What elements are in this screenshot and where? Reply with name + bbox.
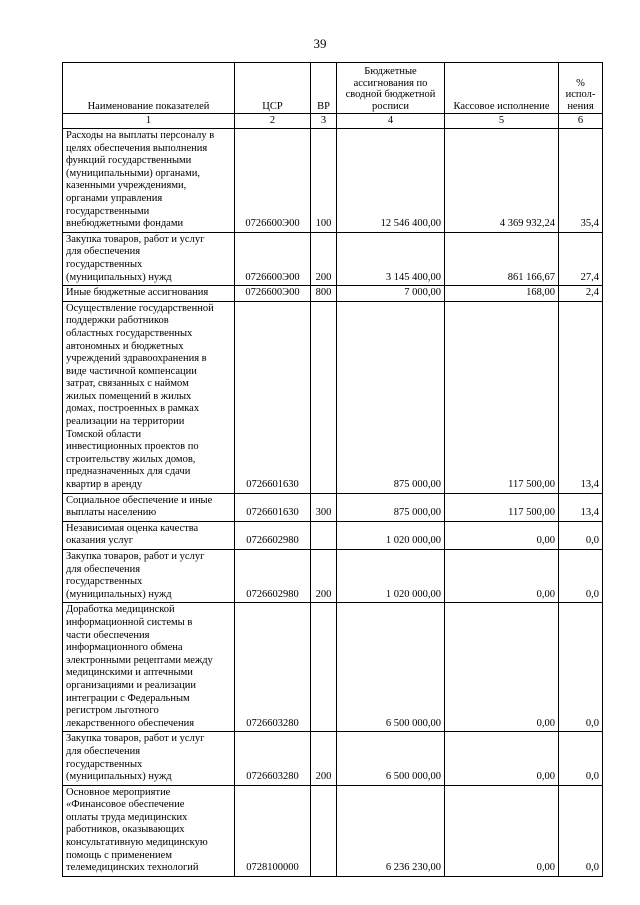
row-execution-percent: 35,4	[559, 129, 603, 233]
row-csr-code: 0726602980	[235, 550, 311, 603]
table-row	[63, 493, 603, 521]
row-cash-execution: 117 500,00	[445, 301, 559, 493]
row-indicator-name: Независимая оценка качества оказания услуг	[63, 521, 235, 549]
row-vr-code: 100	[311, 129, 337, 233]
header-budget-allocations: Бюджетные ассигнования по сводной бюджетной росписи	[337, 63, 445, 114]
table-header-row	[63, 63, 603, 114]
row-csr-code: 0726600Э00	[235, 232, 311, 285]
row-indicator-name: Закупка товаров, работ и услуг для обеспечения государственных (муниципальных) нужд	[63, 550, 235, 603]
row-execution-percent: 27,4	[559, 232, 603, 285]
row-cash-execution: 117 500,00	[445, 493, 559, 521]
row-vr-code	[311, 785, 337, 876]
row-csr-code: 0726603280	[235, 603, 311, 732]
row-execution-percent: 0,0	[559, 550, 603, 603]
table-row	[63, 286, 603, 302]
row-cash-execution: 168,00	[445, 286, 559, 302]
row-budget-allocation: 7 000,00	[337, 286, 445, 302]
row-vr-code	[311, 603, 337, 732]
row-indicator-name: Основное мероприятие «Финансовое обеспечение оплаты труда медицинских работников, оказывающих консультативную медицинскую помощь с применением телемедицинских технологий	[63, 785, 235, 876]
row-budget-allocation: 12 546 400,00	[337, 129, 445, 233]
table-row	[63, 732, 603, 785]
row-budget-allocation: 3 145 400,00	[337, 232, 445, 285]
row-csr-code: 0726602980	[235, 521, 311, 549]
column-number: 1	[63, 114, 235, 129]
table-row	[63, 785, 603, 876]
row-execution-percent: 0,0	[559, 521, 603, 549]
row-execution-percent: 0,0	[559, 785, 603, 876]
column-number: 4	[337, 114, 445, 129]
column-number: 5	[445, 114, 559, 129]
row-vr-code: 800	[311, 286, 337, 302]
header-execution-percent: % испол-нения	[559, 63, 603, 114]
header-csr: ЦСР	[235, 63, 311, 114]
row-vr-code	[311, 521, 337, 549]
column-number: 3	[311, 114, 337, 129]
column-number: 6	[559, 114, 603, 129]
row-csr-code: 0726601630	[235, 301, 311, 493]
table-row	[63, 603, 603, 732]
column-numbers-row	[63, 114, 603, 129]
row-indicator-name: Социальное обеспечение и иные выплаты населению	[63, 493, 235, 521]
row-vr-code: 300	[311, 493, 337, 521]
row-csr-code: 0726600Э00	[235, 129, 311, 233]
row-indicator-name: Доработка медицинской информационной системы в части обеспечения информационного обмена электронными рецептами между медицинскими и аптечными организациями и реализации интеграции с Федеральным регистром льготного лекарственного обеспечения	[63, 603, 235, 732]
budget-execution-table	[62, 62, 603, 877]
table-row	[63, 232, 603, 285]
row-budget-allocation: 6 236 230,00	[337, 785, 445, 876]
row-vr-code	[311, 301, 337, 493]
header-indicator-name: Наименование показателей	[63, 63, 235, 114]
row-indicator-name: Закупка товаров, работ и услуг для обеспечения государственных (муниципальных) нужд	[63, 232, 235, 285]
row-cash-execution: 0,00	[445, 785, 559, 876]
row-cash-execution: 0,00	[445, 603, 559, 732]
row-csr-code: 0726603280	[235, 732, 311, 785]
row-execution-percent: 13,4	[559, 493, 603, 521]
header-cash-execution: Кассовое исполнение	[445, 63, 559, 114]
row-execution-percent: 0,0	[559, 732, 603, 785]
row-indicator-name: Закупка товаров, работ и услуг для обеспечения государственных (муниципальных) нужд	[63, 732, 235, 785]
header-vr: ВР	[311, 63, 337, 114]
row-csr-code: 0726600Э00	[235, 286, 311, 302]
table-row	[63, 521, 603, 549]
row-execution-percent: 13,4	[559, 301, 603, 493]
row-vr-code: 200	[311, 732, 337, 785]
column-number: 2	[235, 114, 311, 129]
row-budget-allocation: 875 000,00	[337, 301, 445, 493]
row-indicator-name: Иные бюджетные ассигнования	[63, 286, 235, 302]
row-cash-execution: 0,00	[445, 732, 559, 785]
row-cash-execution: 861 166,67	[445, 232, 559, 285]
table-row	[63, 301, 603, 493]
row-cash-execution: 4 369 932,24	[445, 129, 559, 233]
row-indicator-name: Осуществление государственной поддержки работников областных государственных автономных и бюджетных учреждений здравоохранения в виде частичной компенсации затрат, связанных с наймом жилых помещений в жилых домах, построенных в рамках реализации на территории Томской области инвестиционных проектов по строительству жилых домов, предназначенных для сдачи квартир в аренду	[63, 301, 235, 493]
row-execution-percent: 2,4	[559, 286, 603, 302]
row-vr-code: 200	[311, 550, 337, 603]
row-budget-allocation: 1 020 000,00	[337, 521, 445, 549]
row-indicator-name: Расходы на выплаты персоналу в целях обеспечения выполнения функций государственными (муниципальными) органами, казенными учреждениями, органами управления государственными внебюджетными фондами	[63, 129, 235, 233]
row-cash-execution: 0,00	[445, 550, 559, 603]
row-vr-code: 200	[311, 232, 337, 285]
row-csr-code: 0726601630	[235, 493, 311, 521]
row-execution-percent: 0,0	[559, 603, 603, 732]
table-row	[63, 129, 603, 233]
table-row	[63, 550, 603, 603]
row-budget-allocation: 1 020 000,00	[337, 550, 445, 603]
row-budget-allocation: 6 500 000,00	[337, 732, 445, 785]
row-cash-execution: 0,00	[445, 521, 559, 549]
row-budget-allocation: 6 500 000,00	[337, 603, 445, 732]
row-csr-code: 0728100000	[235, 785, 311, 876]
page-number: 39	[313, 36, 327, 51]
row-budget-allocation: 875 000,00	[337, 493, 445, 521]
